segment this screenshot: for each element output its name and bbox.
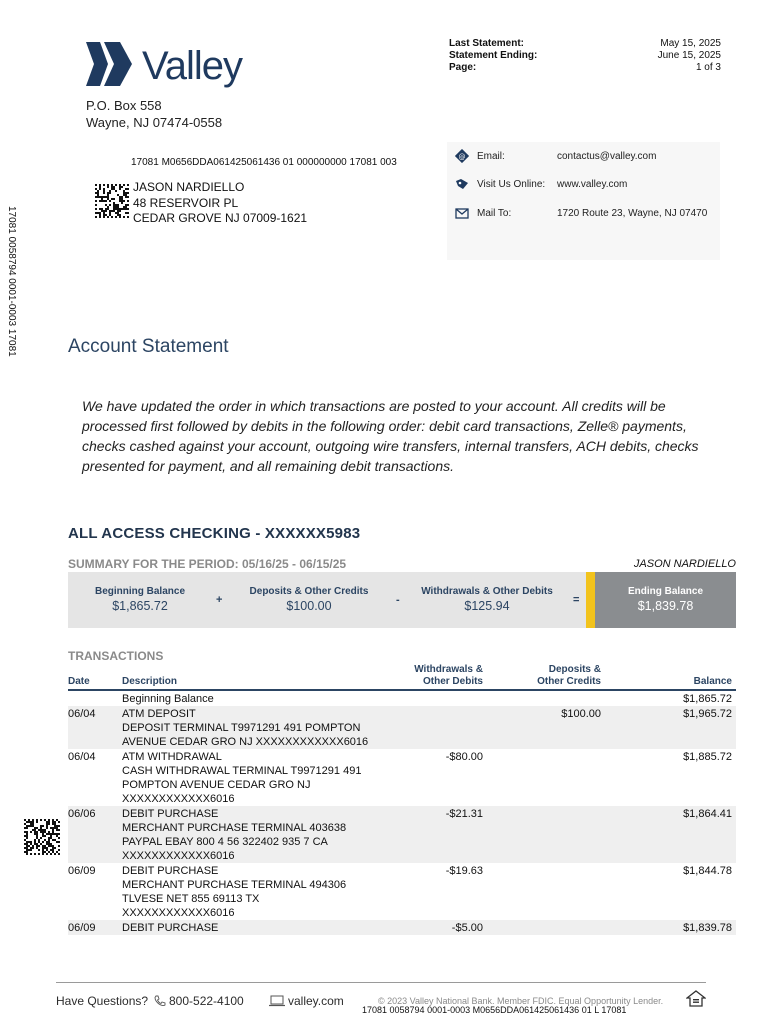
- summary-withdrawals: [418, 586, 556, 613]
- table-row: [68, 749, 736, 806]
- summary-ending-box: [586, 572, 736, 628]
- summary-value: $125.94: [464, 599, 510, 613]
- summary-label: Ending Balance: [627, 586, 703, 597]
- contact-row-email: [447, 148, 720, 164]
- transaction-withdrawal: -$19.63: [445, 865, 483, 877]
- transactions-table: [68, 691, 736, 935]
- header-description: Description: [122, 676, 178, 687]
- transaction-balance: $1,865.72: [683, 693, 732, 705]
- footer-phone[interactable]: [154, 994, 244, 1008]
- transaction-date: 06/04: [68, 751, 96, 763]
- transaction-withdrawal: -$80.00: [445, 751, 483, 763]
- mailing-address-line: 48 RESERVOIR PL: [133, 195, 239, 210]
- barcode-icon: [95, 184, 129, 218]
- laptop-icon: [269, 995, 285, 1007]
- contact-email-link[interactable]: contactus@valley.com: [557, 150, 657, 162]
- valley-logo: [84, 40, 244, 92]
- summary-value: $100.00: [286, 599, 332, 613]
- contact-box: [447, 142, 720, 260]
- contact-label: Email:: [477, 150, 505, 162]
- meta-row-statement-ending: [449, 50, 721, 62]
- mail-icon: [453, 206, 471, 220]
- summary-beginning: [86, 586, 194, 613]
- transaction-balance: $1,965.72: [683, 708, 732, 720]
- transaction-description: DEBIT PURCHASE MERCHANT PURCHASE TERMINAL 494306 TLVESE NET 855 69113 TX XXXXXXXXXXXX6016: [122, 865, 347, 919]
- mail-scanline: 17081 M0656DDA061425061436 01 000000000 17081 003: [131, 157, 397, 168]
- summary-label: Withdrawals & Other Debits: [421, 586, 553, 597]
- vertical-document-code: 17081 0058794 0001-0003 17081: [6, 206, 17, 357]
- mailing-address-line: JASON NARDIELLO: [133, 180, 245, 194]
- summary-label: Deposits & Other Credits: [249, 586, 369, 597]
- meta-label: Statement Ending:: [449, 50, 538, 61]
- header-balance: Balance: [693, 676, 732, 687]
- transaction-balance: $1,864.41: [683, 808, 732, 820]
- summary-value: $1,839.78: [637, 599, 694, 613]
- contact-mail-address: 1720 Route 23, Wayne, NJ 07470: [557, 207, 708, 219]
- contact-label: Mail To:: [477, 207, 512, 219]
- svg-text:@: @: [458, 153, 466, 161]
- mailing-address-line: CEDAR GROVE NJ 07009-1621: [133, 211, 308, 225]
- transaction-balance: $1,885.72: [683, 751, 732, 763]
- account-product-title: ALL ACCESS CHECKING - XXXXXX5983: [68, 525, 361, 542]
- table-row: [68, 863, 736, 920]
- transactions-header: [68, 663, 736, 691]
- transaction-withdrawal: -$21.31: [445, 808, 483, 820]
- footer-website-text: valley.com: [288, 994, 344, 1008]
- contact-row-web: [447, 176, 720, 192]
- transaction-balance: $1,844.78: [683, 865, 732, 877]
- footer-divider: [56, 982, 706, 983]
- statement-meta: [449, 38, 721, 74]
- transaction-withdrawal: -$5.00: [451, 922, 483, 934]
- header-date: Date: [68, 676, 90, 687]
- transaction-date: 06/09: [68, 922, 96, 934]
- transaction-date: 06/04: [68, 708, 96, 720]
- footer-website[interactable]: [269, 994, 344, 1008]
- meta-row-page: [449, 62, 721, 74]
- meta-value: June 15, 2025: [657, 50, 721, 61]
- transaction-date: 06/06: [68, 808, 96, 820]
- summary-operator: +: [216, 594, 223, 606]
- meta-row-last-statement: [449, 38, 721, 50]
- summary-label: Beginning Balance: [94, 586, 185, 597]
- footer-document-code: 17081 0058794 0001-0003 M0656DDA061425061436 01 L 17081: [362, 1005, 627, 1015]
- table-row: [68, 806, 736, 863]
- transaction-description: Beginning Balance: [122, 693, 214, 705]
- footer-phone-number: 800-522-4100: [169, 994, 244, 1008]
- barcode-icon: [24, 819, 60, 855]
- footer-questions: Have Questions?: [56, 994, 149, 1008]
- summary-operator: =: [573, 594, 580, 606]
- footer-legal: © 2023 Valley National Bank. Member FDIC. Equal Opportunity Lender.: [378, 996, 664, 1006]
- web-icon: [453, 177, 471, 191]
- transactions-title: TRANSACTIONS: [68, 649, 164, 663]
- meta-value: 1 of 3: [695, 62, 721, 73]
- table-row: [68, 691, 736, 706]
- summary-period: SUMMARY FOR THE PERIOD: 05/16/25 - 06/15/25: [68, 557, 347, 571]
- transaction-balance: $1,839.78: [683, 922, 732, 934]
- transaction-description: DEBIT PURCHASE MERCHANT PURCHASE TERMINAL 403638 PAYPAL EBAY 800 4 56 322402 935 7 CA XXXXXXXXXXXX6016: [122, 808, 347, 862]
- transaction-deposit: $100.00: [561, 708, 601, 720]
- summary-ending: [595, 586, 736, 613]
- email-icon: [453, 149, 471, 163]
- transaction-description: ATM WITHDRAWAL CASH WITHDRAWAL TERMINAL T9971291 491 POMPTON AVENUE CEDAR GRO NJ XXXXXXXXXXXX6016: [122, 751, 362, 805]
- summary-deposits: [244, 586, 374, 613]
- contact-website-link[interactable]: www.valley.com: [557, 178, 628, 190]
- contact-label: Visit Us Online:: [477, 178, 546, 190]
- return-address: [86, 97, 222, 131]
- return-address-line: Wayne, NJ 07474-0558: [86, 115, 223, 130]
- return-address-line: P.O. Box 558: [86, 98, 162, 113]
- account-statement-title: Account Statement: [68, 336, 229, 357]
- header-deposits: Deposits & Other Credits: [537, 664, 601, 687]
- table-row: [68, 920, 736, 935]
- mailing-address: [133, 180, 307, 227]
- transaction-description: ATM DEPOSIT DEPOSIT TERMINAL T9971291 491 POMPTON AVENUE CEDAR GRO NJ XXXXXXXXXXXX6016: [122, 708, 369, 748]
- posting-order-notice: We have updated the order in which transactions are posted to your account. All credits will be processed first followed by debits in the following order: debit card transactions, Zelle® payments, checks cashed against your account, outgoing wire transfers, internal transfers, ACH debits, checks presented for payment, and all remaining debit transactions.: [82, 398, 699, 474]
- meta-label: Last Statement:: [449, 38, 525, 49]
- account-owner: JASON NARDIELLO: [633, 558, 736, 570]
- summary-operator: -: [396, 594, 400, 606]
- transaction-date: 06/09: [68, 865, 96, 877]
- phone-icon: [154, 995, 166, 1007]
- equal-housing-icon: [686, 990, 706, 1008]
- ending-accent-bar: [586, 572, 595, 628]
- meta-label: Page:: [449, 62, 477, 73]
- meta-value: May 15, 2025: [660, 38, 721, 49]
- valley-logo-mark-icon: [84, 40, 136, 88]
- table-row: [68, 706, 736, 749]
- balance-summary: [68, 572, 736, 628]
- contact-row-mail: [447, 205, 720, 221]
- brand-name: Valley: [142, 44, 242, 88]
- header-withdrawals: Withdrawals & Other Debits: [414, 664, 483, 687]
- transaction-description: DEBIT PURCHASE: [122, 922, 219, 934]
- summary-value: $1,865.72: [112, 599, 168, 613]
